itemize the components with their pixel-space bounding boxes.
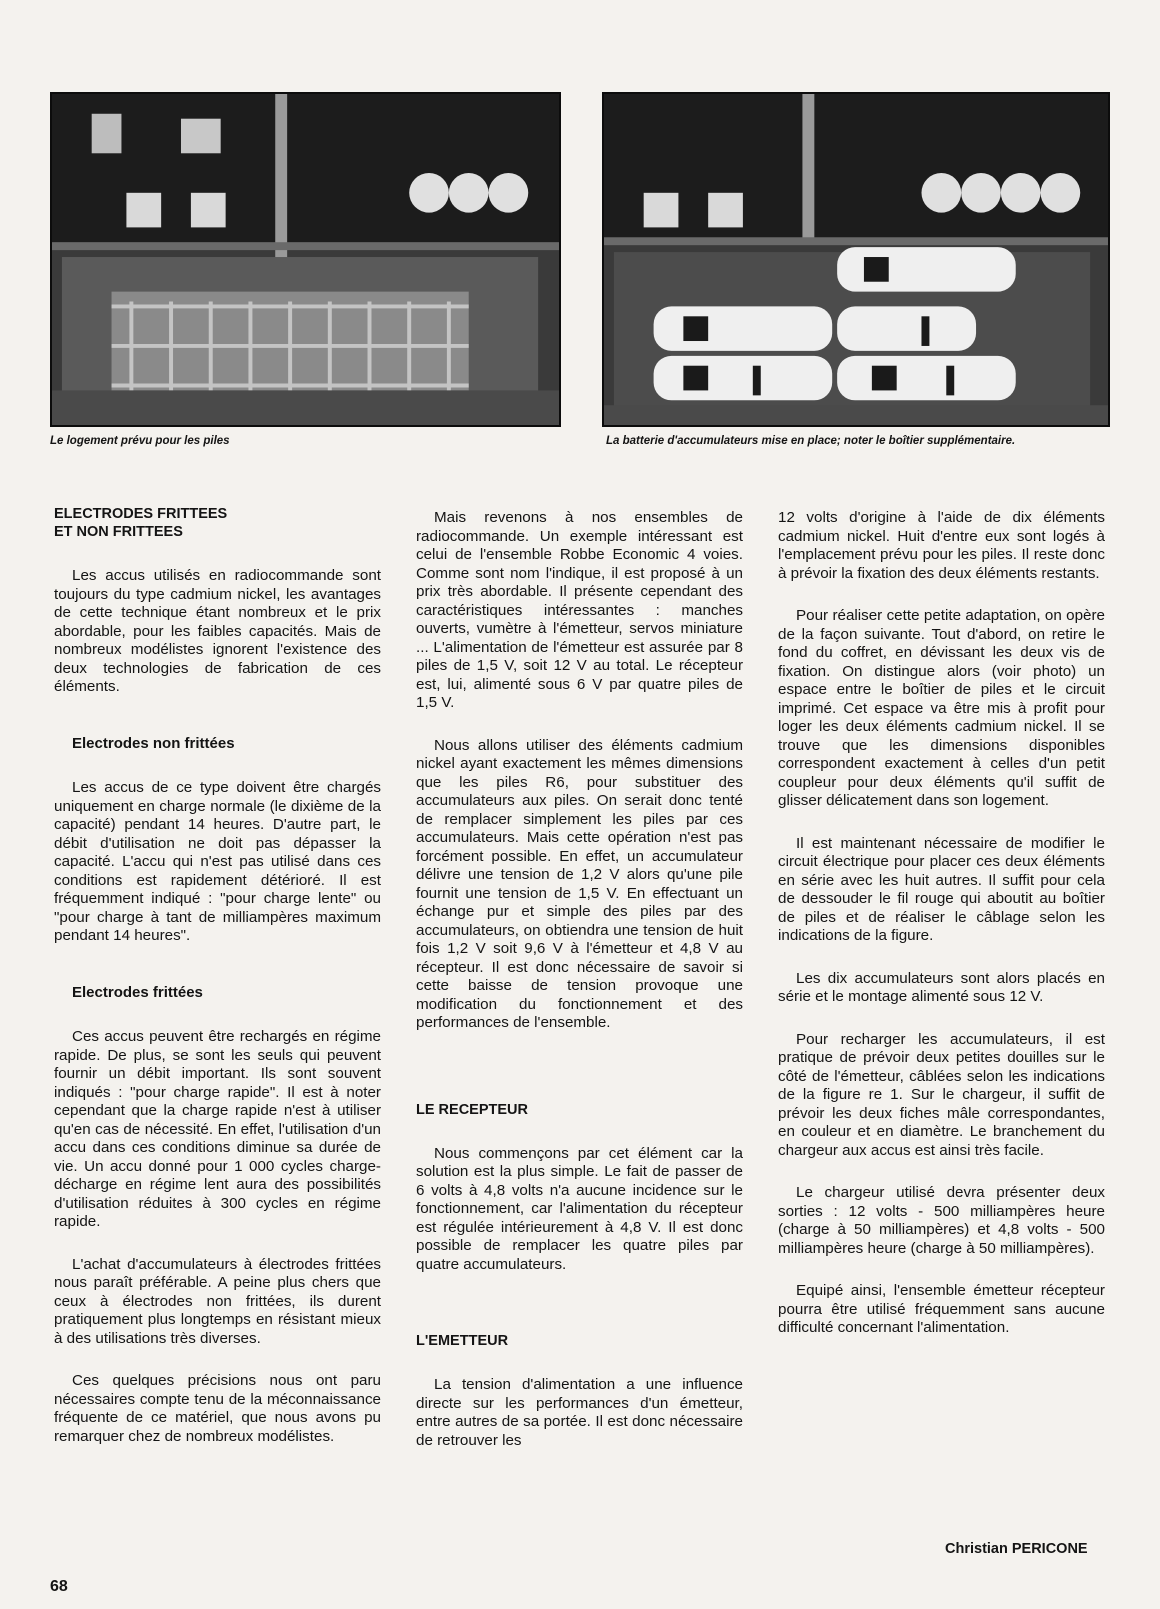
section-heading-recepteur: LE RECEPTEUR: [416, 1101, 528, 1118]
paragraph: La tension d'alimentation a une influence directe sur les performances d'un émetteur, entre autres de sa portée. Il est donc nécessaire de retrouver les: [416, 1376, 743, 1449]
paragraph: Pour réaliser cette petite adaptation, on opère de la façon suivante. Tout d'abord, on retire le fond du coffret, en dévissant les deux vis de fixation. On distingue alors (voir photo) un espace entre le boîtier de piles et le circuit imprimé. Cet espace va être mis à profit pour loger les deux éléments cadmium nickel. Il se trouve que les dimensions disponibles correspondent exactement à celles d'un petit coupleur pour deux éléments qu'il suffit de glisser délicatement dans son logement.: [778, 607, 1105, 809]
photo-caption-left: Le logement prévu pour les piles: [50, 435, 230, 447]
photo-empty-battery-compartment: [50, 92, 561, 427]
paragraph: Il est maintenant nécessaire de modifier le circuit électrique pour placer ces deux éléments en série avec les huit autres. Il suffit pour cela de dessouder le fil rouge qui aboutit au boîtier de piles et de réaliser le câblage selon les indications de la figure.: [778, 834, 1105, 944]
paragraph: Les dix accumulateurs sont alors placés en série et le montage alimenté sous 12 V.: [778, 969, 1105, 1005]
article-column-3: [778, 509, 1105, 1356]
page-number: 68: [50, 1578, 68, 1595]
paragraph: Les accus utilisés en radiocommande sont toujours du type cadmium nickel, les avantages de cette technique étant nombreux et le prix abordable, pour les faibles capacités. Mais de nombreux modélistes ignorent l'existence des deux technologies de fabrication de ces éléments.: [54, 567, 381, 695]
photo-caption-right: La batterie d'accumulateurs mise en place; noter le boîtier supplémentaire.: [606, 435, 1016, 447]
subheading-frittees: Electrodes frittées: [72, 983, 203, 1001]
article-column-1: [54, 505, 381, 1464]
paragraph: Ces accus peuvent être rechargés en régime rapide. De plus, se sont les seuls qui peuvent fournir un débit important. Ils sont souvent indiqués : "pour charge rapide". Il est à noter cependant que la charge rapide n'est à utiliser qu'en cas de nécessité. En effet, l'utilisation d'un accu dans ces conditions diminue sa durée de vie. Un accu donné pour 1 000 cycles charge-décharge en régime lent aura des possibilités d'utilisation réduites à 300 cycles en régime rapide.: [54, 1028, 381, 1230]
paragraph: 12 volts d'origine à l'aide de dix éléments cadmium nickel. Huit d'entre eux sont logés à l'emplacement prévu pour les piles. Il reste donc à prévoir la fixation des deux éléments restants.: [778, 509, 1105, 582]
photo-batteries-image: [604, 94, 1108, 425]
paragraph: Equipé ainsi, l'ensemble émetteur récepteur pourra être utilisé fréquemment sans aucune difficulté concernant l'alimentation.: [778, 1282, 1105, 1336]
paragraph: L'achat d'accumulateurs à électrodes frittées nous paraît préférable. A peine plus chers que ceux à électrodes non frittées, ils durent pratiquement plus longtemps en résistant mieux à des utilisations très diverses.: [54, 1255, 381, 1347]
section-heading-emetteur: L'EMETTEUR: [416, 1333, 509, 1349]
author-signature: Christian PERICONE: [945, 1541, 1088, 1557]
paragraph: Mais revenons à nos ensembles de radiocommande. Un exemple intéressant est celui de l'ensemble Robbe Economic 4 voies. Comme sont nom l'indique, il est proposé à un prix très abordable. Il présente cependant des caractéristiques intéressantes : manches ouverts, vumètre à l'émetteur, servos miniature ... L'alimentation de l'émetteur est assurée par 8 piles de 1,5 V, soit 12 V au total. Le récepteur est, lui, alimenté sous 6 V par quatre piles de 1,5 V.: [416, 509, 743, 711]
section-heading-electrodes: ELECTRODES FRITTEES ET NON FRITTEES: [54, 506, 228, 540]
paragraph: Pour recharger les accumulateurs, il est pratique de prévoir deux petites douilles sur le côté de l'émetteur, câblées selon les indications de la figure re 1. Sur le chargeur, il suffit de prévoir les deux fiches mâle correspondantes, en couleur et en diamètre. Le branchement du chargeur aux accus est ainsi très facile.: [778, 1030, 1105, 1159]
subheading-non-frittees: Electrodes non frittées: [72, 734, 235, 752]
article-column-2: [416, 509, 743, 1468]
paragraph: Les accus de ce type doivent être chargés uniquement en charge normale (le dixième de la capacité) pendant 14 heures. D'autre part, le débit d'utilisation ne doit pas dépasser la capacité. L'accu qui n'est pas utilisé dans ces conditions est rapidement détérioré. Il est fréquemment indiqué : "pour charge lente" ou "pour charge à tant de milliampères maximum pendant 14 heures".: [54, 779, 381, 944]
photo-empty-compartment-image: [52, 94, 559, 425]
photo-batteries-installed: [602, 92, 1110, 427]
paragraph: Nous allons utiliser des éléments cadmium nickel ayant exactement les mêmes dimensions que les piles R6, pour substituer des accumulateurs aux piles. On serait donc tenté de remplacer simplement les piles par ces accumulateurs. Mais cette opération n'est pas forcément possible. En effet, un accumulateur délivre une tension de 1,2 V alors qu'une pile fournit une tension de 1,5 V. En effectuant un échange pur et simple des piles par des accumulateurs, on obtiendra une tension de huit fois 1,2 V soit 9,6 V à l'émetteur et 4,8 V au récepteur. Il est donc nécessaire de savoir si cette baisse de tension provoque une modification du fonctionnement et des performances de l'ensemble.: [416, 736, 743, 1031]
paragraph: Nous commençons par cet élément car la solution est la plus simple. Le fait de passer de 6 volts à 4,8 volts n'a aucune incidence sur le fonctionnement, car l'alimentation du récepteur est régulée intérieurement à 4,8 V. Il est donc possible de remplacer les quatre piles par quatre accumulateurs.: [416, 1144, 743, 1273]
paragraph: Le chargeur utilisé devra présenter deux sorties : 12 volts - 500 milliampères heure (charge à 50 milliampères) et 4,8 volts - 500 milliampères heure (charge à 50 milliampères).: [778, 1184, 1105, 1257]
paragraph: Ces quelques précisions nous ont paru nécessaires compte tenu de la méconnaissance fréquente de ce matériel, que nous avons pu remarquer chez de nombreux modélistes.: [54, 1372, 381, 1445]
